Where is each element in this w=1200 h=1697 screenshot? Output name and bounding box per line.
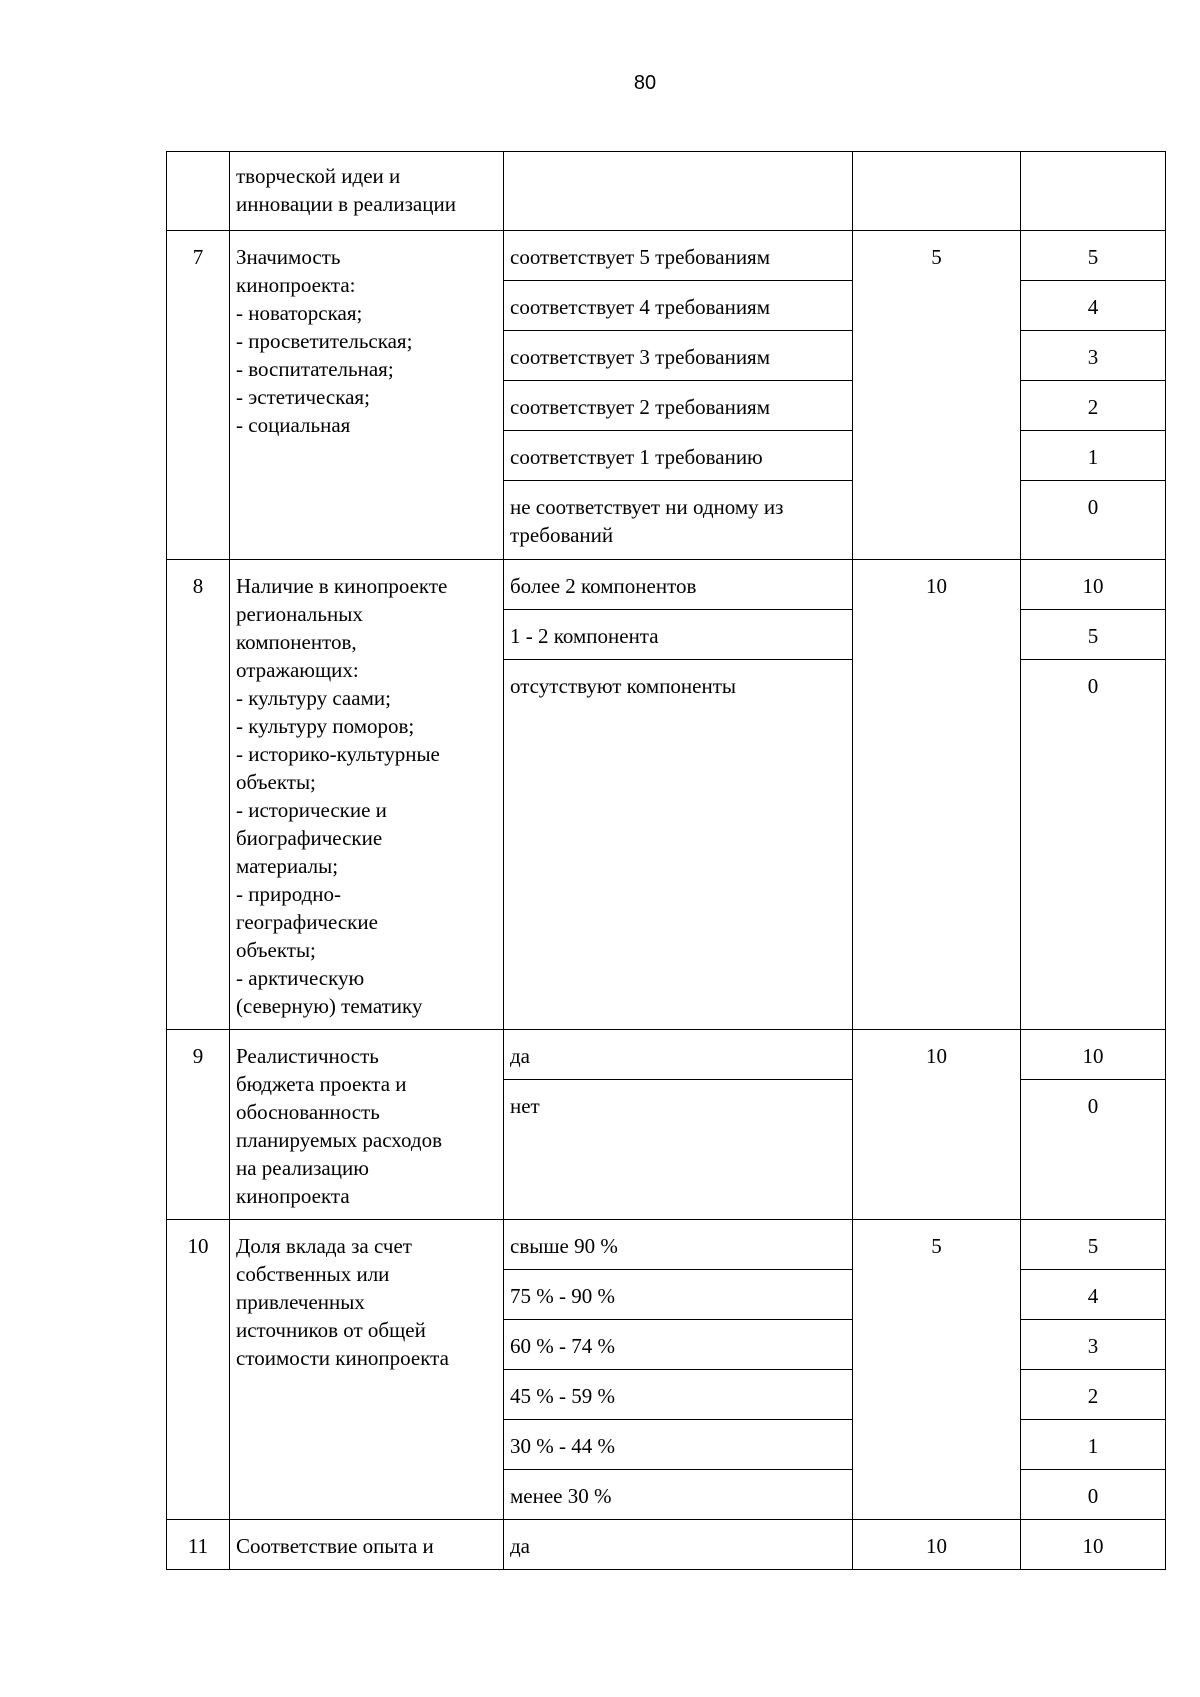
score-cell: 1 — [1021, 431, 1166, 481]
criterion-line: - историко-культурные — [236, 742, 440, 766]
criterion-cell — [230, 1220, 504, 1520]
option-cell: 30 % - 44 % — [504, 1420, 853, 1470]
score-cell: 0 — [1021, 1470, 1166, 1520]
criterion-line: - культуру саами; — [236, 686, 391, 710]
score-cell: 4 — [1021, 1270, 1166, 1320]
row-number-cell: 10 — [167, 1220, 230, 1520]
criterion-line: - культуру поморов; — [236, 714, 415, 738]
criterion-line: обоснованность — [236, 1100, 380, 1124]
criterion-line: Доля вклада за счет — [236, 1234, 412, 1258]
score-cell: 5 — [1021, 610, 1166, 660]
option-cell: соответствует 5 требованиям — [504, 231, 853, 281]
row-number-cell: 9 — [167, 1030, 230, 1220]
option-cell: 45 % - 59 % — [504, 1370, 853, 1420]
table-row-8 — [167, 560, 1166, 610]
criterion-line: собственных или — [236, 1262, 390, 1286]
criteria-table — [166, 151, 1166, 1570]
criterion-line: планируемых расходов — [236, 1128, 442, 1152]
criterion-cell — [230, 560, 504, 1030]
option-cell: менее 30 % — [504, 1470, 853, 1520]
max-score-cell: 10 — [853, 1030, 1021, 1220]
criterion-line: творческой идеи и — [236, 164, 401, 188]
criterion-cell — [230, 1520, 504, 1570]
criterion-line: стоимости кинопроекта — [236, 1346, 449, 1370]
option-cell — [504, 481, 853, 560]
max-score-cell: 5 — [853, 231, 1021, 560]
criterion-line: объекты; — [236, 938, 316, 962]
criterion-line: привлеченных — [236, 1290, 365, 1314]
criterion-line: географические — [236, 910, 378, 934]
criterion-line: - природно- — [236, 882, 342, 906]
row-number-cell: 11 — [167, 1520, 230, 1570]
criterion-line: Значимость — [236, 245, 341, 269]
option-cell: 60 % - 74 % — [504, 1320, 853, 1370]
table-row-11 — [167, 1520, 1166, 1570]
criterion-line: - социальная — [236, 413, 351, 437]
option-cell: свыше 90 % — [504, 1220, 853, 1270]
criterion-line: источников от общей — [236, 1318, 426, 1342]
criterion-line: кинопроекта: — [236, 273, 356, 297]
criterion-line: биографические — [236, 826, 383, 850]
option-cell: соответствует 1 требованию — [504, 431, 853, 481]
criterion-cell — [230, 231, 504, 560]
table-row-continuation — [167, 152, 1166, 231]
table-row-10 — [167, 1220, 1166, 1270]
option-cell: соответствует 2 требованиям — [504, 381, 853, 431]
criterion-line: инновации в реализации — [236, 192, 456, 216]
page-number: 80 — [633, 72, 657, 94]
criterion-line: - исторические и — [236, 798, 387, 822]
criterion-line: бюджета проекта и — [236, 1072, 407, 1096]
row-number-cell — [167, 152, 230, 231]
option-cell: 75 % - 90 % — [504, 1270, 853, 1320]
score-cell: 4 — [1021, 281, 1166, 331]
criterion-cell — [230, 152, 504, 231]
score-cell: 5 — [1021, 231, 1166, 281]
score-cell: 10 — [1021, 1520, 1166, 1570]
criterion-line: материалы; — [236, 854, 339, 878]
option-cell: 1 - 2 компонента — [504, 610, 853, 660]
score-cell: 0 — [1021, 481, 1166, 560]
score-cell: 0 — [1021, 660, 1166, 1030]
max-score-cell — [853, 152, 1021, 231]
criterion-line: - просветительская; — [236, 329, 413, 353]
option-cell: да — [504, 1520, 853, 1570]
max-score-cell: 10 — [853, 560, 1021, 1030]
criterion-line: региональных — [236, 602, 363, 626]
score-cell: 2 — [1021, 1370, 1166, 1420]
criterion-line: - арктическую — [236, 966, 365, 990]
option-cell: да — [504, 1030, 853, 1080]
option-cell: нет — [504, 1080, 853, 1220]
criterion-line: - воспитательная; — [236, 357, 394, 381]
option-cell: отсутствуют компоненты — [504, 660, 853, 1030]
criterion-line: Соответствие опыта и — [236, 1534, 434, 1558]
row-number-cell: 8 — [167, 560, 230, 1030]
option-line: не соответствует ни одному из — [510, 495, 784, 519]
criterion-line: - эстетическая; — [236, 385, 370, 409]
score-cell: 3 — [1021, 331, 1166, 381]
score-cell: 10 — [1021, 560, 1166, 610]
option-cell: более 2 компонентов — [504, 560, 853, 610]
score-cell — [1021, 152, 1166, 231]
criterion-line: компонентов, — [236, 630, 357, 654]
row-number-cell: 7 — [167, 231, 230, 560]
score-cell: 5 — [1021, 1220, 1166, 1270]
criterion-cell — [230, 1030, 504, 1220]
score-cell: 3 — [1021, 1320, 1166, 1370]
option-cell: соответствует 3 требованиям — [504, 331, 853, 381]
criterion-line: (северную) тематику — [236, 994, 423, 1018]
table-row-9 — [167, 1030, 1166, 1080]
option-cell — [504, 152, 853, 231]
criterion-line: кинопроекта — [236, 1184, 350, 1208]
criterion-line: отражающих: — [236, 658, 359, 682]
score-cell: 1 — [1021, 1420, 1166, 1470]
criterion-line: Реалистичность — [236, 1044, 379, 1068]
score-cell: 0 — [1021, 1080, 1166, 1220]
criterion-line: - новаторская; — [236, 301, 363, 325]
criterion-line: на реализацию — [236, 1156, 369, 1180]
max-score-cell: 5 — [853, 1220, 1021, 1520]
criterion-line: объекты; — [236, 770, 316, 794]
option-line: требований — [510, 523, 614, 547]
score-cell: 2 — [1021, 381, 1166, 431]
criterion-line: Наличие в кинопроекте — [236, 574, 448, 598]
max-score-cell: 10 — [853, 1520, 1021, 1570]
score-cell: 10 — [1021, 1030, 1166, 1080]
table-row-7 — [167, 231, 1166, 281]
option-cell: соответствует 4 требованиям — [504, 281, 853, 331]
